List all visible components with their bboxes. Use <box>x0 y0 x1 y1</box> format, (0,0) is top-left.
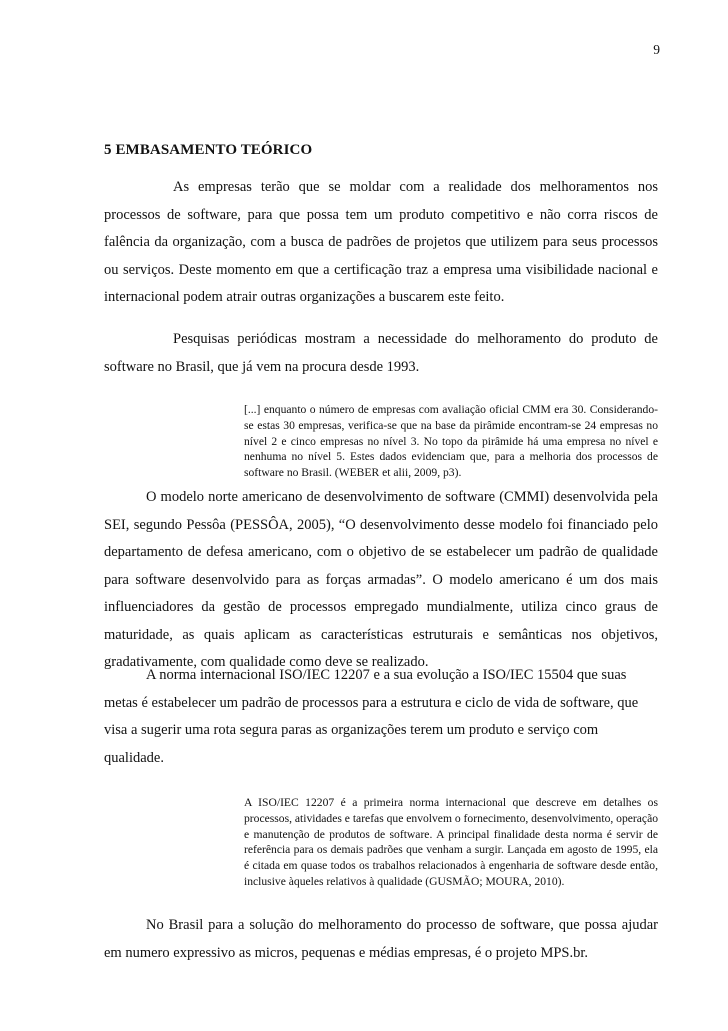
paragraph-3: O modelo norte americano de desenvolvimento de software (CMMI) desenvolvida pela SEI, segundo Pessôa (PESSÔA, 2005), “O desenvolvimento desse modelo foi financiado pelo departamento de defesa americano, com o objetivo de se estabelecer um padrão de qualidade para software desenvolvido para as forças armadas”. O modelo americano é um dos mais influenciadores da gestão de processos empregado mundialmente, utiliza cinco graus de maturidade, as quais aplicam as características estruturais e semânticas nos objetivos, gradativamente, com qualidade como deve se realizado. <box>104 489 658 670</box>
paragraph-5: No Brasil para a solução do melhoramento do processo de software, que possa ajudar em numero expressivo as micros, pequenas e médias empresas, é o projeto MPS.br. <box>104 917 658 961</box>
section-heading: 5 EMBASAMENTO TEÓRICO <box>104 142 313 158</box>
block-quote-2: A ISO/IEC 12207 é a primeira norma internacional que descreve em detalhes os processos, atividades e tarefas que envolvem o fornecimento, desenvolvimento, operação e manutenção de produtos de software. A principal finalidade desta norma é servir de referência para os demais padrões que venham a surgir. Lançada em agosto de 1995, ela é citada em quase todos os trabalhos relacionados à engenharia de software desde então, inclusive àqueles relativos à qualidade (GUSMÃO; MOURA, 2010). <box>244 796 659 888</box>
block-quote-1: [...] enquanto o número de empresas com avaliação oficial CMM era 30. Considerando-se estas 30 empresas, verifica-se que na base da pirâmide encontram-se 24 empresas no nível 2 e cinco empresas no nível 3. No topo da pirâmide há uma empresa no nível e nenhuma no nível 5. Estes dados evidenciam que, para a melhoria dos processos de software no Brasil. (WEBER et alii, 2009, p3). <box>244 403 658 480</box>
paragraph-2: Pesquisas periódicas mostram a necessidade do melhoramento do produto de software no Brasil, que já vem na procura desde 1993. <box>104 331 658 375</box>
paragraph-1: As empresas terão que se moldar com a realidade dos melhoramentos nos processos de software, para que possa tem um produto competitivo e não corra riscos de falência da organização, com a busca de padrões de projetos que utilizem para seus processos ou serviços. Deste momento em que a certificação traz a empresa uma visibilidade nacional e internacional podem atrair outras organizações a buscarem este feito. <box>104 179 658 305</box>
page-number: 9 <box>653 42 660 57</box>
paragraph-4: A norma internacional ISO/IEC 12207 e a sua evolução a ISO/IEC 15504 que suas metas é estabelecer um padrão de processos para a estrutura e ciclo de vida de software, que visa a sugerir uma rota segura paras as organizações terem um produto e serviço com qualidade. <box>104 667 639 766</box>
